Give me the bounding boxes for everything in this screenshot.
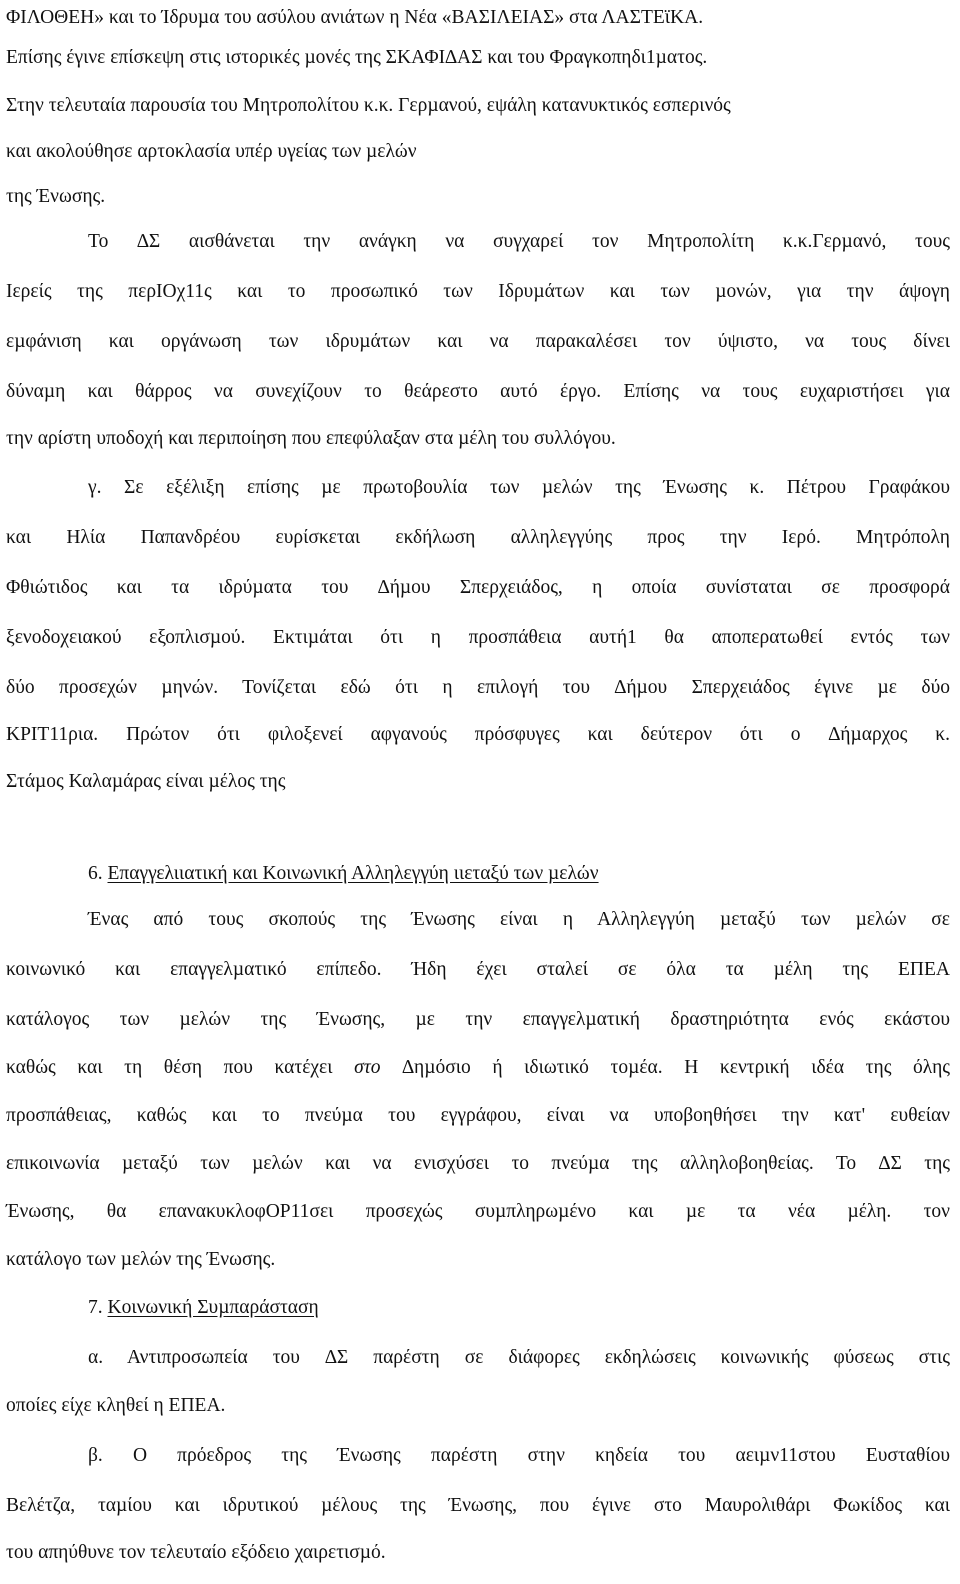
text-line: Ένωσης, θα επανακυκλοφΟΡ11σει προσεχώς συµπληρωµένο και µε τα νέα µέλη. τον [6,1201,950,1222]
text-line: Στάµος Καλαµάρας είναι µέλος της [6,771,286,792]
text-line: επικοινωνία µεταξύ των µελών και να ενισχύσει το πνεύµα της αλληλοβοηθείας. Το ∆Σ της [6,1153,950,1174]
text-line: α. Αντιπροσωπεία του ∆Σ παρέστη σε διάφορες εκδηλώσεις κοινωνικής φύσεως στις [88,1347,950,1368]
section-heading-7 [88,1296,319,1320]
text-line: β. Ο πρόεδρος της Ένωσης παρέστη στην κηδεία του αειµν11στου Ευσταθίου [88,1445,950,1466]
section-title: Επαγγελιιατική και Κοινωνική Αλληλεγγύη ιιεταξύ των µελών [107,863,599,884]
text-line: και ακολούθησε αρτοκλασία υπέρ υγείας των µελών [6,141,417,162]
text-line: ξενοδοχειακού εξοπλισµού. Εκτιµάται ότι η προσπάθεια αυτή1 θα αποπερατωθεί εντός των [6,627,950,648]
text-segment: καθώς και τη θέση που κατέχει [6,1057,355,1078]
text-line: του απηύθυνε τον τελευταίο εξόδειο χαιρετισµό. [6,1542,386,1563]
text-line [6,1056,950,1080]
text-line: γ. Σε εξέλιξη επίσης µε πρωτοβουλία των µελών της Ένωσης κ. Πέτρου Γραφάκου [88,477,950,498]
text-line: κατάλογος των µελών της Ένωσης, µε την επαγγελµατική δραστηριότητα ενός εκάστου [6,1009,950,1030]
text-line: Βελέτζα, ταµίου και ιδρυτικού µέλους της Ένωσης, που έγινε στο Μαυρολιθάρι Φωκίδος και [6,1495,950,1516]
text-line: Επίσης έγινε επίσκεψη στις ιστορικές µονές της ΣΚΑΦΙ∆ΑΣ και του Φραγκοπηδι1µατος. [6,47,708,68]
text-line: οποίες είχε κληθεί η ΕΠΕΑ. [6,1395,226,1416]
text-line: Ένας από τους σκοπούς της Ένωσης είναι η Αλληλεγγύη µεταξύ των µελών σε [88,909,950,930]
text-line: προσπάθειας, καθώς και το πνεύµα του εγγράφου, είναι να υποβοηθήσει την κατ' ευθείαν [6,1105,950,1126]
section-title: Κοινωνική Συµπαράσταση [107,1297,319,1318]
section-heading-6 [88,862,599,886]
text-line: Φθιώτιδος και τα ιδρύµατα του ∆ήµου Σπερχειάδος, η οποία συνίσταται σε προσφορά [6,577,950,598]
text-line: Στην τελευταία παρουσία του Μητροπολίτου κ.κ. Γερµανού, εψάλη κατανυκτικός εσπερινός [6,95,731,116]
text-line: δύο προσεχών µηνών. Τονίζεται εδώ ότι η επιλογή του ∆ήµου Σπερχειάδος έγινε µε δύο [6,677,950,698]
text-line: της Ένωσης. [6,186,106,207]
text-segment: ∆ηµόσιο ή ιδιωτικό τοµέα. Η κεντρική ιδέα της όλης [380,1057,950,1078]
text-line: κατάλογο των µελών της Ένωσης. [6,1249,276,1270]
text-line: την αρίστη υποδοχή και περιποίηση που επεφύλαξαν στα µέλη του συλλόγου. [6,428,616,449]
section-number: 7. [88,1297,103,1318]
text-line: και Ηλία Παπανδρέου ευρίσκεται εκδήλωση αλληλεγγύης προς την Ιερό. Μητρόπολη [6,527,950,548]
italic-word: στο [354,1057,381,1078]
text-line: ΚΡΙΤ11ρια. Πρώτον ότι φιλοξενεί αφγανούς πρόσφυγες και δεύτερον ότι ο ∆ήµαρχος κ. [6,724,950,745]
section-number: 6. [88,863,103,884]
text-line: Ιερείς της περΙΟχ11ς και το προσωπικό των Ιδρυµάτων και των µονών, για την άψογη [6,281,950,302]
text-line: εµφάνιση και οργάνωση των ιδρυµάτων και να παρακαλέσει τον ύψιστο, να τους δίνει [6,331,950,352]
text-line: κοινωνικό και επαγγελµατικό επίπεδο. Ήδη έχει σταλεί σε όλα τα µέλη της ΕΠΕΑ [6,959,950,980]
text-line: δύναµη και θάρρος να συνεχίζουν το θεάρεστο αυτό έργο. Επίσης να τους ευχαριστήσει για [6,381,950,402]
text-line: Το ∆Σ αισθάνεται την ανάγκη να συγχαρεί τον Μητροπολίτη κ.κ.Γερµανό, τους [88,231,950,252]
text-line: ΦΙΛΟΘΕΗ» και το Ίδρυµα του ασύλου ανιάτων η Νέα «ΒΑΣΙΛΕΙΑΣ» στα ΛΑΣΤΕϊΚΑ. [6,7,704,28]
